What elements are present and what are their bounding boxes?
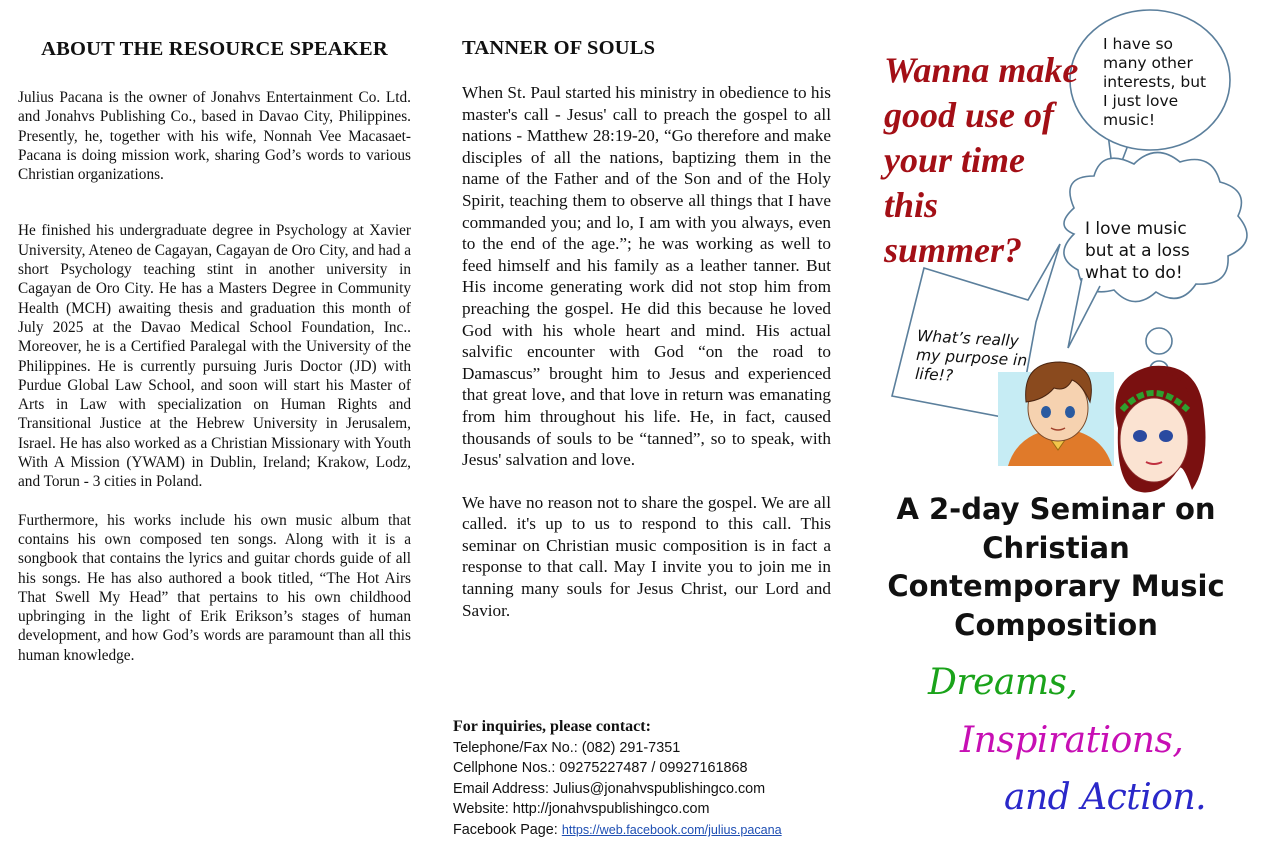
contact-heading: For inquiries, please contact: bbox=[453, 718, 651, 735]
contact-email: Email Address: Julius@jonahvspublishingco.com bbox=[453, 780, 766, 797]
about-speaker-heading: ABOUT THE RESOURCE SPEAKER bbox=[41, 38, 388, 60]
facebook-label: Facebook Page: bbox=[453, 821, 562, 838]
tagline-dreams: Dreams, bbox=[928, 662, 1078, 703]
tanner-heading: TANNER OF SOULS bbox=[462, 37, 656, 59]
bubble-interests-text: I have so many other interests, but I just love music! bbox=[1103, 35, 1207, 129]
girl-avatar bbox=[1116, 366, 1206, 493]
contact-block bbox=[453, 717, 843, 841]
summer-question-heading: Wanna make good use of your time this summer? bbox=[884, 50, 1079, 270]
speaker-education-paragraph: He finished his undergraduate degree in Psychology at Xavier University, Ateneo de Cagayan, Cagayan de Oro City, and had a short Psychology teaching stint in another university in Cagayan de Oro City. He has a Masters Degree in Community Health (MCH) awaiting thesis and graduation this month of July 2025 at the Davao Medical School Foundation, Inc.. Moreover, he is a Certified Paralegal with the University of the Philippines. He is currently pursuing Juris Doctor (JD) with Purdue Global Law School, and soon will start his Master of Arts in Law with specialization on Human Rights and Transitional Justice at the Hebrew University in Jerusalem, Israel. He has also worked as a Christian Missionary with Youth With A Mission (YWAM) in Dublin, Ireland; Krakow, Lodz, and Torun - 3 cities in Poland. bbox=[18, 222, 411, 491]
tanner-of-souls-column bbox=[462, 36, 831, 621]
facebook-link[interactable]: https://web.facebook.com/julius.pacana bbox=[561, 822, 782, 837]
contact-website: Website: http://jonahvspublishingco.com bbox=[453, 801, 710, 818]
tagline-action: and Action. bbox=[1004, 777, 1207, 818]
tanner-paragraph-invite: We have no reason not to share the gospel. We are all called. it's up to us to respond to this call. This seminar on Christian music composition is in fact a response to that call. May I invite you to join me in tanning many souls for Jesus Christ, our Lord and Savior. bbox=[462, 492, 831, 620]
contact-facebook bbox=[453, 820, 843, 841]
tanner-paragraph-paul: When St. Paul started his ministry in obedience to his master's call - Jesus' call to preach the gospel to all nations - Matthew 28:19-20, “Go therefore and make disciples of all the nations, baptizing them in the name of the Father and of the Son and of the Holy Spirit, teaching them to observe all things that I have commanded you; and lo, I am with you always, even to the end of the age.”; he was working as well to feed himself and his family as a leather tanner. But His income generating work did not stop him from preaching the gospel. He did this because he loved God with his whole heart and mind. His actual salvific encounter with God “on the road to Damascus” brought him to Jesus and experienced that great love, and that love in return was emanating from him throughout his life. He, in fact, caused thousands of souls to be “tanned”, so to speak, with Jesus' salvation and love. bbox=[462, 83, 831, 470]
contact-cellphone: Cellphone Nos.: 09275227487 / 09927161868 bbox=[453, 760, 748, 777]
tagline-inspirations: Inspirations, bbox=[960, 720, 1184, 761]
bubble-loss-text: I love music but at a loss what to do! bbox=[1085, 219, 1190, 283]
cover-panel bbox=[868, 0, 1280, 864]
bubble-purpose-text: What’s really my purpose in life!? bbox=[914, 326, 1028, 385]
speaker-bio-paragraph: Julius Pacana is the owner of Jonahvs Entertainment Co. Ltd. and Jonahvs Publishing Co., based in Davao City, Philippines. Presently, he, together with his wife, Nonnah Vee Macasaet-Pacana is doing mission work, sharing God’s words to various Christian organizations. bbox=[18, 89, 411, 184]
seminar-title: A 2-day Seminar on Christian Contemporary Music Composition bbox=[887, 492, 1225, 642]
about-speaker-column bbox=[18, 36, 411, 665]
contact-telephone: Telephone/Fax No.: (082) 291-7351 bbox=[453, 739, 681, 756]
speaker-works-paragraph: Furthermore, his works include his own music album that contains his own composed ten songs. Along with it is a songbook that contains the lyrics and guitar chords guide of all his songs. He has also authored a book titled, “The Hot Airs That Swell My Head” that pertains to his own childhood upbringing in the light of Erik Erikson’s stages of human development, and how God’s words are paramount than all this human knowledge. bbox=[18, 511, 411, 664]
